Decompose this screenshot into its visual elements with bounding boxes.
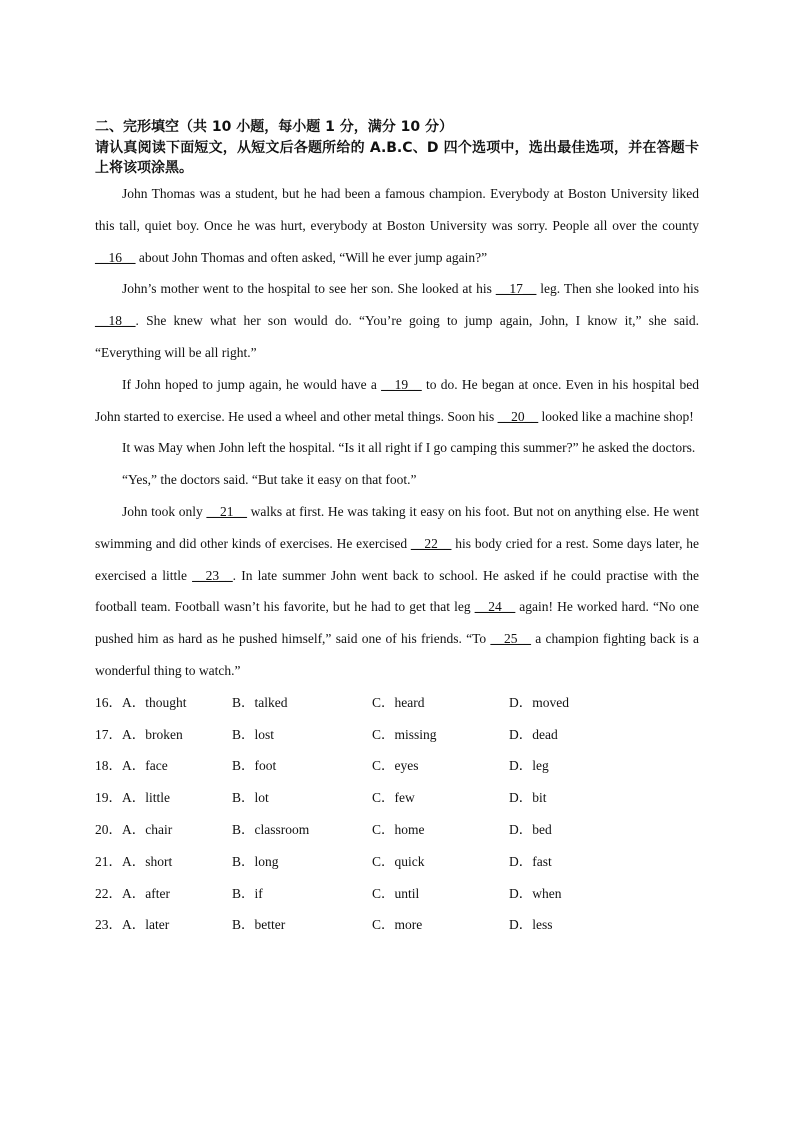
answer-blank: __25__ [490,631,531,647]
passage-text: John’s mother went to the hospital to see her son. She looked at his [122,281,496,297]
option-d: D．dead [509,726,558,742]
option-row [95,687,699,719]
option-a: 19．A．little [95,790,170,806]
answer-blank: __23__ [192,567,233,583]
answer-blank: __24__ [474,599,516,615]
passage-text: If John hoped to jump again, he would have a [122,376,382,392]
option-d: D．when [509,885,562,901]
option-row [95,878,699,910]
option-row [95,846,699,878]
answer-blank: __16__ [95,249,136,265]
passage-text: again! He worked hard. “No one pushed him as hard as he pushed himself,” said one of his friends. “To [95,599,700,647]
passage-text: walks at first. He was taking it easy on his foot. But not on anything else. He went swimming and did other kinds of exercises. He exercised [95,503,699,551]
option-b: B．long [232,853,279,869]
section-title: 二、完形填空（共 10 小题，每小题 1 分，满分 10 分） [95,119,453,135]
option-row [95,719,699,751]
answer-blank: __20__ [497,408,539,424]
passage-text: about John Thomas and often asked, “Will he ever jump again?” [135,249,488,265]
option-a: 18．A．face [95,758,168,774]
passage-text: his body cried for a rest. Some days later, he exercised a little [95,535,700,583]
passage-text: to do. He began at once. Even in his hospital bed John started to exercise. He used a wheel and other metal things. Soon his [95,376,699,424]
option-d: D．moved [509,694,569,710]
passage-text: “Yes,” the doctors said. “But take it easy on that foot.” [122,472,417,488]
passage-text: John took only [122,503,207,519]
option-b: B．lost [232,726,275,742]
answer-blank: __19__ [381,376,422,392]
option-c: C．more [372,917,423,933]
option-d: D．less [509,917,553,933]
option-row [95,909,699,941]
option-a: 17．A．broken [95,726,183,742]
passage-text: leg. Then she looked into his [536,281,699,297]
option-a: 21．A．short [95,853,173,869]
option-b: B．if [232,885,263,901]
option-a: 16．A．thought [95,694,187,710]
option-a: 23．A．later [95,917,170,933]
passage-paragraph [95,464,699,496]
options-list [95,687,699,941]
option-a: 22．A．after [95,885,170,901]
option-b: B．talked [232,694,288,710]
option-d: D．fast [509,853,552,869]
passage-text: It was May when John left the hospital. “Is it all right if I go camping this summer?” he asked the doctors. [122,440,696,456]
exam-page [95,117,699,941]
option-c: C．heard [372,694,425,710]
option-row [95,814,699,846]
passage-paragraph [95,432,699,464]
passage-paragraph [95,178,699,273]
option-b: B．foot [232,758,277,774]
passage-text: looked like a machine shop! [538,408,694,424]
option-c: C．home [372,821,425,837]
option-d: D．bit [509,790,547,806]
option-row [95,782,699,814]
option-row [95,750,699,782]
option-c: C．quick [372,853,425,869]
passage-paragraph [95,496,699,687]
answer-blank: __18__ [95,313,136,329]
option-c: C．missing [372,726,437,742]
option-d: D．bed [509,821,552,837]
answer-blank: __17__ [495,281,537,297]
passage-paragraph [95,273,699,368]
option-b: B．lot [232,790,269,806]
answer-blank: __22__ [410,535,452,551]
passage-text: . She knew what her son would do. “You’re going to jump again, John, I know it,” she said. “Everything will be all right.” [95,313,699,360]
passage [95,178,699,687]
option-d: D．leg [509,758,549,774]
passage-text: . In late summer John went back to school. He asked if he could practise with the football team. Football wasn’t his favorite, but he had to get that leg [95,567,699,615]
option-c: C．until [372,885,420,901]
option-b: B．classroom [232,821,310,837]
option-c: C．eyes [372,758,419,774]
instructions: 请认真阅读下面短文，从短文后各题所给的 A.B.C、D 四个选项中，选出最佳选项，并在答题卡上将该项涂黑。 [95,140,699,176]
answer-blank: __21__ [206,503,247,519]
passage-text: a champion fighting back is a wonderful thing to watch.” [95,631,699,678]
option-a: 20．A．chair [95,821,173,837]
option-b: B．better [232,917,286,933]
option-c: C．few [372,790,415,806]
passage-paragraph [95,369,699,433]
passage-text: John Thomas was a student, but he had been a famous champion. Everybody at Boston University liked this tall, quiet boy. Once he was hurt, everybody at Boston University was sorry. People all over the county [95,186,699,233]
